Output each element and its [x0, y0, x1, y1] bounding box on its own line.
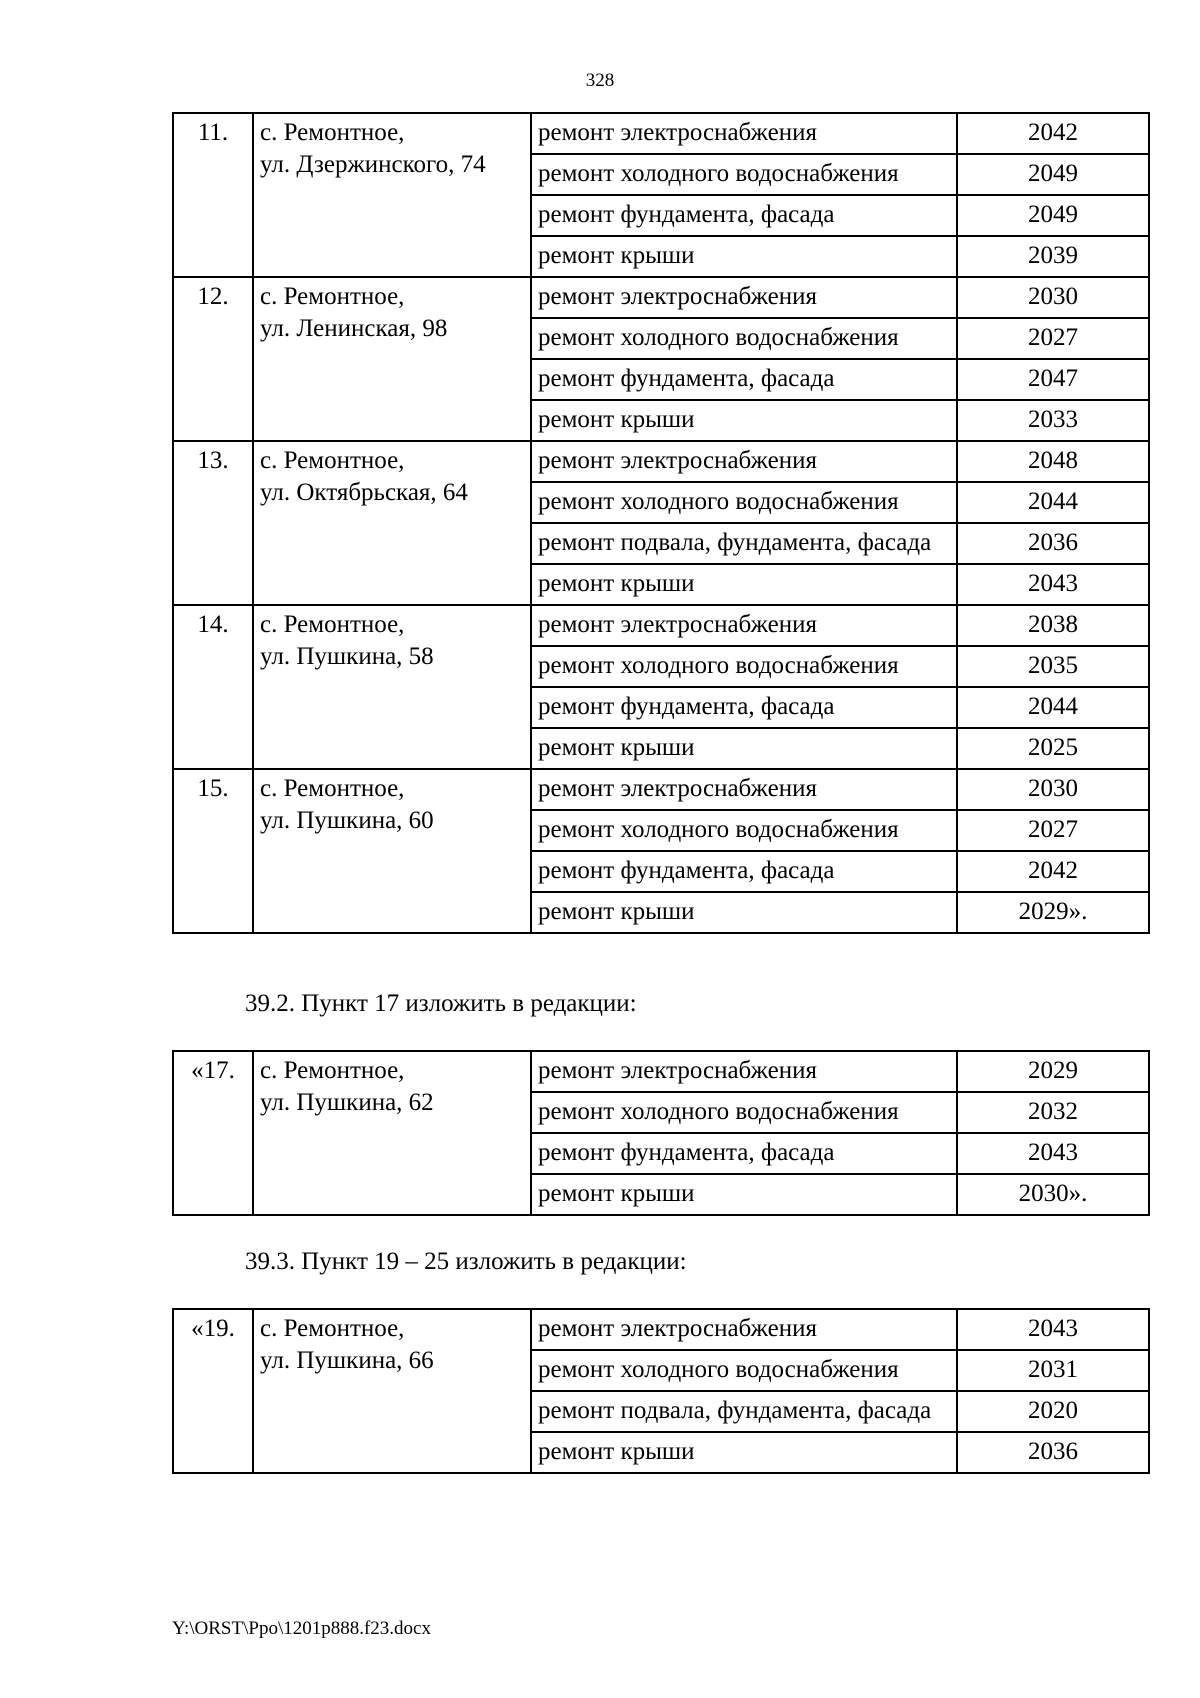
- year-cell: 2033: [957, 400, 1149, 441]
- table-row: [173, 605, 1149, 646]
- address-line: с. Ремонтное,: [260, 119, 405, 146]
- address-line: ул. Пушкина, 62: [260, 1089, 434, 1116]
- work-type-cell: ремонт крыши: [531, 400, 957, 441]
- footer-file-path: Y:\ORST\Ppo\1201p888.f23.docx: [172, 1618, 431, 1639]
- item-number: «17.: [173, 1051, 253, 1215]
- item-number: 12.: [173, 277, 253, 441]
- repair-schedule-table-item-19: [172, 1308, 1150, 1474]
- repair-schedule-table: [172, 112, 1150, 934]
- work-type-cell: ремонт фундамента, фасада: [531, 1133, 957, 1174]
- work-type-cell: ремонт крыши: [531, 564, 957, 605]
- paragraph-39-2: 39.2. Пункт 17 изложить в редакции:: [245, 990, 637, 1017]
- work-type-cell: ремонт электроснабжения: [531, 277, 957, 318]
- year-cell: 2047: [957, 359, 1149, 400]
- year-cell: 2025: [957, 728, 1149, 769]
- year-cell: 2036: [957, 523, 1149, 564]
- address-line: с. Ремонтное,: [260, 1057, 405, 1084]
- work-type-cell: ремонт крыши: [531, 1174, 957, 1215]
- table-row: [173, 769, 1149, 810]
- address-line: с. Ремонтное,: [260, 775, 405, 802]
- address-line: с. Ремонтное,: [260, 1315, 405, 1342]
- work-type-cell: ремонт электроснабжения: [531, 605, 957, 646]
- item-number: 13.: [173, 441, 253, 605]
- address-line: ул. Дзержинского, 74: [260, 151, 486, 178]
- work-type-cell: ремонт холодного водоснабжения: [531, 646, 957, 687]
- year-cell: 2042: [957, 851, 1149, 892]
- item-number: 11.: [173, 113, 253, 277]
- work-type-cell: ремонт крыши: [531, 1432, 957, 1473]
- table-row: [173, 441, 1149, 482]
- table-row: [173, 277, 1149, 318]
- year-cell: 2030».: [957, 1174, 1149, 1215]
- year-cell: 2038: [957, 605, 1149, 646]
- address-line: ул. Пушкина, 60: [260, 807, 434, 834]
- work-type-cell: ремонт крыши: [531, 892, 957, 933]
- address-line: ул. Ленинская, 98: [260, 315, 448, 342]
- work-type-cell: ремонт холодного водоснабжения: [531, 318, 957, 359]
- work-type-cell: ремонт фундамента, фасада: [531, 687, 957, 728]
- work-type-cell: ремонт подвала, фундамента, фасада: [531, 1391, 957, 1432]
- work-type-cell: ремонт фундамента, фасада: [531, 195, 957, 236]
- year-cell: 2044: [957, 687, 1149, 728]
- item-number: 15.: [173, 769, 253, 933]
- work-type-cell: ремонт холодного водоснабжения: [531, 1092, 957, 1133]
- address-cell: [253, 1309, 531, 1473]
- year-cell: 2043: [957, 1133, 1149, 1174]
- address-line: с. Ремонтное,: [260, 283, 405, 310]
- table-row: [173, 1309, 1149, 1350]
- address-cell: [253, 605, 531, 769]
- year-cell: 2031: [957, 1350, 1149, 1391]
- year-cell: 2035: [957, 646, 1149, 687]
- year-cell: 2030: [957, 769, 1149, 810]
- page-number: 328: [585, 70, 615, 91]
- year-cell: 2043: [957, 564, 1149, 605]
- year-cell: 2032: [957, 1092, 1149, 1133]
- work-type-cell: ремонт подвала, фундамента, фасада: [531, 523, 957, 564]
- work-type-cell: ремонт фундамента, фасада: [531, 851, 957, 892]
- year-cell: 2027: [957, 810, 1149, 851]
- year-cell: 2044: [957, 482, 1149, 523]
- address-line: с. Ремонтное,: [260, 447, 405, 474]
- year-cell: 2049: [957, 154, 1149, 195]
- year-cell: 2029».: [957, 892, 1149, 933]
- work-type-cell: ремонт электроснабжения: [531, 113, 957, 154]
- year-cell: 2029: [957, 1051, 1149, 1092]
- work-type-cell: ремонт фундамента, фасада: [531, 359, 957, 400]
- address-line: ул. Пушкина, 58: [260, 643, 434, 670]
- work-type-cell: ремонт электроснабжения: [531, 1051, 957, 1092]
- year-cell: 2048: [957, 441, 1149, 482]
- table-row: [173, 1051, 1149, 1092]
- year-cell: 2042: [957, 113, 1149, 154]
- address-line: ул. Пушкина, 66: [260, 1347, 434, 1374]
- year-cell: 2049: [957, 195, 1149, 236]
- address-cell: [253, 113, 531, 277]
- repair-schedule-table-item-17: [172, 1050, 1150, 1216]
- paragraph-39-3: 39.3. Пункт 19 – 25 изложить в редакции:: [245, 1248, 687, 1275]
- work-type-cell: ремонт крыши: [531, 728, 957, 769]
- address-cell: [253, 1051, 531, 1215]
- work-type-cell: ремонт холодного водоснабжения: [531, 1350, 957, 1391]
- work-type-cell: ремонт холодного водоснабжения: [531, 154, 957, 195]
- address-cell: [253, 441, 531, 605]
- address-cell: [253, 277, 531, 441]
- year-cell: 2027: [957, 318, 1149, 359]
- year-cell: 2043: [957, 1309, 1149, 1350]
- item-number: 14.: [173, 605, 253, 769]
- item-number: «19.: [173, 1309, 253, 1473]
- year-cell: 2039: [957, 236, 1149, 277]
- address-cell: [253, 769, 531, 933]
- work-type-cell: ремонт крыши: [531, 236, 957, 277]
- work-type-cell: ремонт холодного водоснабжения: [531, 482, 957, 523]
- address-line: с. Ремонтное,: [260, 611, 405, 638]
- year-cell: 2036: [957, 1432, 1149, 1473]
- year-cell: 2020: [957, 1391, 1149, 1432]
- work-type-cell: ремонт электроснабжения: [531, 769, 957, 810]
- address-line: ул. Октябрьская, 64: [260, 479, 468, 506]
- table-row: [173, 113, 1149, 154]
- work-type-cell: ремонт электроснабжения: [531, 441, 957, 482]
- work-type-cell: ремонт электроснабжения: [531, 1309, 957, 1350]
- year-cell: 2030: [957, 277, 1149, 318]
- work-type-cell: ремонт холодного водоснабжения: [531, 810, 957, 851]
